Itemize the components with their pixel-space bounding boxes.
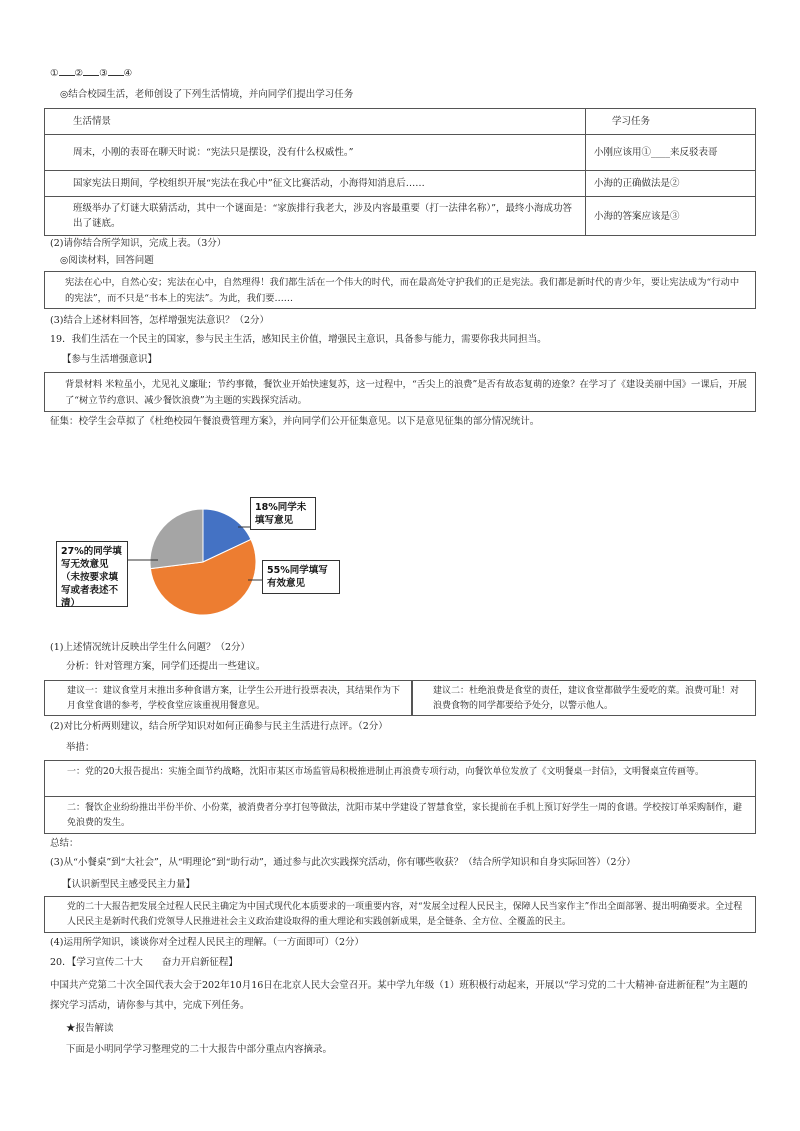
measure-two: 二：餐饮企业纷纷推出半份半价、小份菜，被消费者分享打包等做法，沈阳市某中学建设了智慧食堂，家长提前在手机上预订好学生一周的食谱。学校按订单采购制作，避免浪费的发生。 (67, 803, 743, 828)
q18-question-2: (2)请你结合所学知识，完成上表。（3分） (50, 238, 227, 249)
table-row: 周末，小刚的表哥在聊天时说：“宪法只是摆设，没有什么权威性。” 小刚应该用①____来反驳表哥 (45, 135, 756, 171)
survey-text: 征集：校学生会草拟了《杜绝校园午餐浪费管理方案》，并向同学们公开征集意见。以下是意见征集的部分情况统计。 (50, 416, 540, 427)
measures-box (44, 760, 756, 834)
table-row: 班级举办了灯谜大联猜活动，其中一个谜面是：“家族排行我老大，涉及内容最重要（打一法律名称）”，最终小海成功答出了谜底。 小海的答案应该是③ (45, 197, 756, 236)
callout-invalid-opinion: 27%的同学填 写无效意见 （未按要求填 写或者表述不 清） (56, 541, 128, 607)
q19-stem: 19．我们生活在一个民主的国家，参与民主生活，感知民主价值，增强民主意识，具备参与能力，需要你我共同担当。 (50, 334, 547, 345)
section-heading-democracy: 【认识新型民主感受民主力量】 (62, 879, 196, 890)
read-material-label: ◎阅读材料，回答问题 (60, 255, 154, 266)
background-material-box: 背景材料 米粒虽小，尤见礼义廉耻；节约事微，餐饮业开始快速复苏，这一过程中，“舌尖上的浪费”是否有故态复萌的迹象？在学习了《建设美丽中国》一课后，开展了“树立节约意识、减少餐饮浪费”为主题的实践探究活动。 (44, 372, 756, 412)
q18-question-3: (3)结合上述材料回答，怎样增强宪法意识？（2分） (50, 315, 270, 326)
q20-paragraph: 中国共产党第二十次全国代表大会于202年10月16日在北京人民大会堂召开。某中学九年级（1）班积极行动起来，开展以“学习党的二十大精神·奋进新征程”为主题的探究学习活动，请你参与其中，完成下列任务。 (50, 980, 748, 1011)
suggestion-one-box: 建议一：建议食堂月末推出多种食谱方案，让学生公开进行投票表决，其结果作为下月食堂食谱的参考，学校食堂应该重视用餐意见。 (44, 680, 412, 716)
q18-intro: ◎结合校园生活，老师创设了下列生活情境，并向同学们提出学习任务 (60, 89, 354, 100)
report-text: 下面是小明同学学习整理党的二十大报告中部分重点内容摘录。 (66, 1044, 333, 1055)
callout-not-filled: 18%同学未 填写意见 (250, 497, 316, 530)
situation-table (44, 108, 756, 236)
constitution-material-box: 宪法在心中，自然心安；宪法在心中，自然理得！我们都生活在一个伟大的时代，而在最高处守护我们的正是宪法。我们都是新时代的青少年，要让宪法成为“行动中的宪法”，而不只是“书本上的宪法”。为此，我们要…… (44, 271, 756, 309)
democracy-material-box: 党的二十大报告把发展全过程人民民主确定为中国式现代化本质要求的一项重要内容，对“发展全过程人民民主，保障人民当家作主”作出全面部署、提出明确要求。全过程人民民主是新时代我们党领导人民推进社会主义政治建设取得的重大理论和实践创新成果，是全链条、全方位、全覆盖的民主。 (44, 896, 756, 933)
measure-one: 一：党的20大报告提出：实施全面节约战略，沈阳市某区市场监管局积极推进制止再浪费专项行动，向餐饮单位发放了《文明餐桌一封信》，文明餐桌宣传画等。 (67, 767, 704, 777)
table-header-task: 学习任务 (586, 109, 756, 135)
q19-question-3: (3)从“小餐桌”到“大社会”，从“明理论”到“助行动”，通过参与此次实践探究活动，你有哪些收获？（结合所学知识和自身实际回答）（2分） (50, 857, 636, 868)
analysis-text: 分析：针对管理方案，同学们还提出一些建议。 (66, 661, 266, 672)
suggestion-two-box: 建议二：杜绝浪费是食堂的责任，建议食堂都做学生爱吃的菜。浪费可耻！对浪费食物的同学都要给予处分，以警示他人。 (412, 680, 756, 716)
section-heading-participation: 【参与生活增强意识】 (62, 354, 158, 365)
answer-blanks-line: ① ② ③ ④ (50, 68, 133, 79)
q19-question-2: (2)对比分析两则建议，结合所学知识对如何正确参与民主生活进行点评。（2分） (50, 721, 388, 732)
table-row: 国家宪法日期间，学校组织开展“宪法在我心中”征文比赛活动，小海得知消息后…… 小海的正确做法是② (45, 171, 756, 197)
summary-label: 总结： (50, 838, 79, 849)
report-label: ★报告解读 (66, 1023, 114, 1034)
q20-stem: 20．【学习宣传二十大 奋力开启新征程】 (50, 957, 238, 968)
measures-label: 举措： (66, 742, 95, 753)
callout-valid-opinion: 55%同学填写 有效意见 (262, 560, 340, 594)
table-header-scene: 生活情景 (45, 109, 586, 135)
q19-question-1: (1)上述情况统计反映出学生什么问题？（2分） (50, 642, 251, 653)
q19-question-4: (4)运用所学知识，谈谈你对全过程人民民主的理解。（一方面即可）（2分） (50, 937, 365, 948)
